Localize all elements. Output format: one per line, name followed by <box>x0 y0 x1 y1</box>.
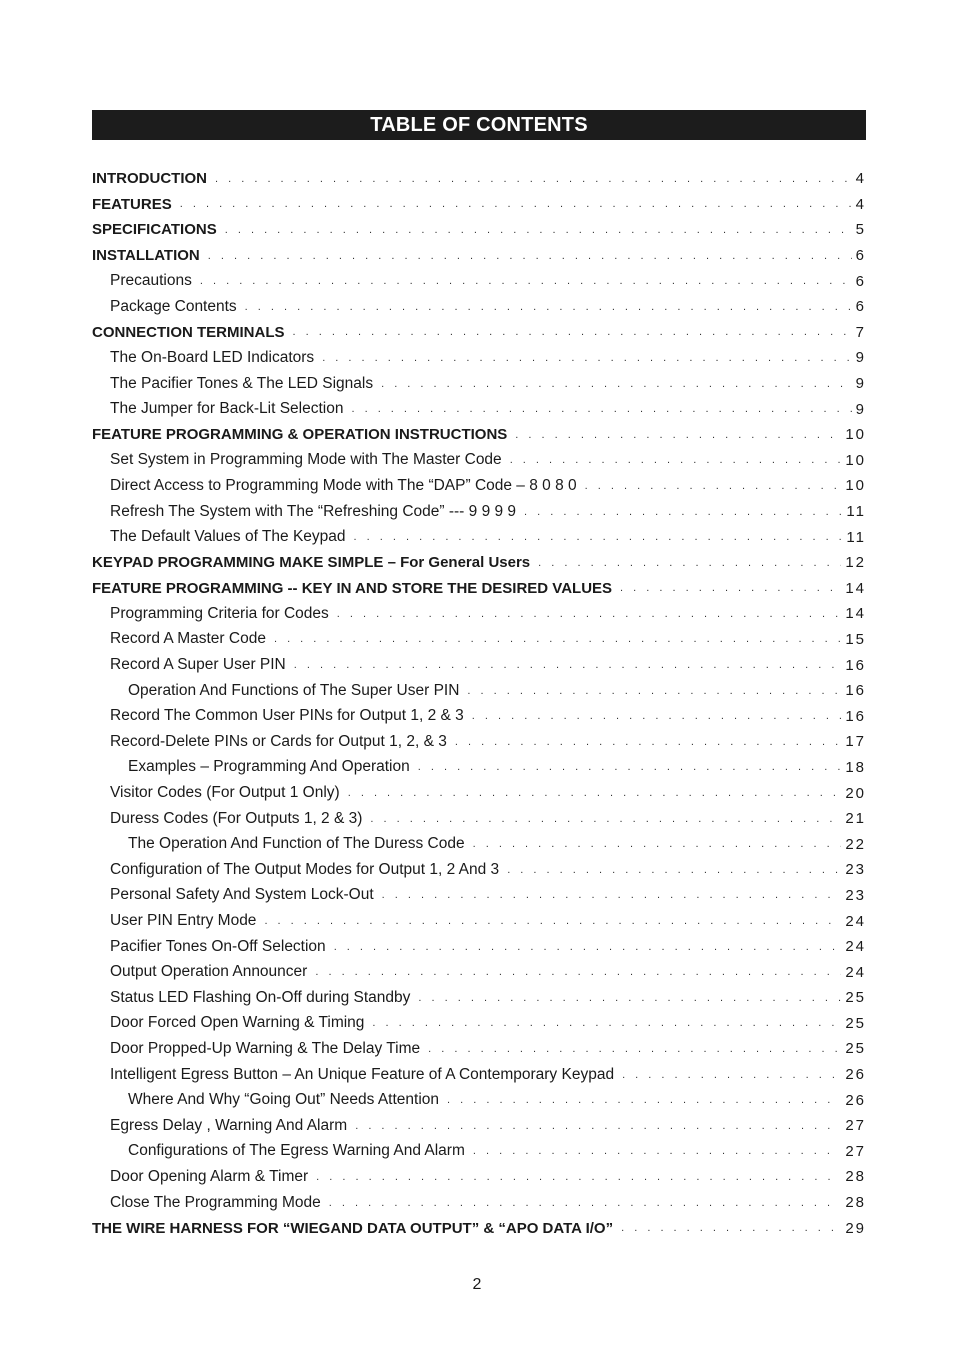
dot-leader <box>315 966 841 978</box>
toc-entry-page: 4 <box>855 170 866 188</box>
dot-leader <box>208 250 852 262</box>
dot-leader <box>473 838 842 850</box>
toc-entry[interactable] <box>92 1113 866 1139</box>
dot-leader <box>382 889 842 901</box>
toc-entry-page: 6 <box>855 247 866 265</box>
toc-entry-page: 14 <box>845 605 866 623</box>
toc-entry-page: 20 <box>845 784 866 802</box>
toc-entry-label: Visitor Codes (For Output 1 Only) <box>110 784 340 802</box>
toc-entry[interactable] <box>92 473 866 499</box>
toc-entry-page: 23 <box>845 886 866 904</box>
toc-entry[interactable] <box>92 422 866 448</box>
toc-entry-page: 25 <box>845 1014 866 1032</box>
toc-entry-label: Egress Delay , Warning And Alarm <box>110 1116 348 1134</box>
toc-entry[interactable] <box>92 703 866 729</box>
toc-entry-label: Configuration of The Output Modes for Output 1, 2 And 3 <box>110 860 500 878</box>
toc-entry-page: 6 <box>855 272 866 290</box>
toc-entry-label: Precautions <box>110 272 192 290</box>
dot-leader <box>351 403 851 415</box>
toc-entry-label: CONNECTION TERMINALS <box>92 323 285 341</box>
dot-leader <box>348 787 842 799</box>
toc-entry-label: Status LED Flashing On-Off during Standby <box>110 988 411 1006</box>
toc-entry[interactable] <box>92 217 866 243</box>
toc-entry-page: 27 <box>845 1117 866 1135</box>
toc-entry-label: Intelligent Egress Button – An Unique Feature of A Contemporary Keypad <box>110 1065 615 1083</box>
dot-leader <box>510 454 842 466</box>
page-number: 2 <box>472 1276 482 1293</box>
toc-entry[interactable] <box>92 908 866 934</box>
toc-entry-label: Where And Why “Going Out” Needs Attention <box>128 1091 440 1109</box>
toc-entry-label: Pacifier Tones On-Off Selection <box>110 937 326 955</box>
toc-entry[interactable] <box>92 1164 866 1190</box>
dot-leader <box>418 761 842 773</box>
toc-entry[interactable] <box>92 550 866 576</box>
toc-entry[interactable] <box>92 524 866 550</box>
toc-entry[interactable] <box>92 166 866 192</box>
toc-entry-page: 18 <box>845 758 866 776</box>
toc-entry-label: Door Propped-Up Warning & The Delay Time <box>110 1039 421 1057</box>
toc-entry[interactable] <box>92 1036 866 1062</box>
toc-entry-page: 6 <box>855 298 866 316</box>
toc-entry-page: 16 <box>845 682 866 700</box>
dot-leader <box>200 275 852 287</box>
dot-leader <box>215 173 852 185</box>
toc-entry[interactable] <box>92 371 866 397</box>
dot-leader <box>274 633 841 645</box>
dot-leader <box>372 1017 841 1029</box>
toc-entry-page: 23 <box>845 861 866 879</box>
toc-entry-page: 21 <box>845 810 866 828</box>
toc-entry-page: 10 <box>845 451 866 469</box>
toc-entry-page: 24 <box>845 963 866 981</box>
toc-entry-label: The Operation And Function of The Duress Code <box>128 835 465 853</box>
toc-entry-page: 11 <box>846 528 866 546</box>
toc-entry-label: Output Operation Announcer <box>110 963 308 981</box>
dot-leader <box>538 557 841 569</box>
dot-leader <box>337 608 842 620</box>
toc-entry-label: Package Contents <box>110 297 237 315</box>
toc-entry-page: 10 <box>845 426 866 444</box>
toc-entry[interactable] <box>92 576 866 602</box>
toc-entry-page: 9 <box>855 349 866 367</box>
toc-entry-page: 29 <box>845 1219 866 1237</box>
dot-leader <box>622 1069 841 1081</box>
toc-entry[interactable] <box>92 345 866 371</box>
dot-leader <box>334 941 842 953</box>
toc-entry[interactable] <box>92 601 866 627</box>
dot-leader <box>370 813 841 825</box>
toc-entry-page: 5 <box>855 221 866 239</box>
dot-leader <box>524 506 842 518</box>
toc-entry-label: Refresh The System with The “Refreshing Code” --- 9 9 9 9 <box>110 502 517 520</box>
toc-entry[interactable] <box>92 1190 866 1216</box>
toc-entry-page: 16 <box>845 707 866 725</box>
toc-entry-page: 9 <box>855 375 866 393</box>
toc-entry[interactable] <box>92 1062 866 1088</box>
toc-entry[interactable] <box>92 396 866 422</box>
dot-leader <box>620 582 841 594</box>
toc-entry[interactable] <box>92 192 866 218</box>
toc-entry-label: Direct Access to Programming Mode with The “DAP” Code – 8 0 8 0 <box>110 476 577 494</box>
toc-entry-page: 9 <box>855 400 866 418</box>
toc-entry-page: 24 <box>845 912 866 930</box>
dot-leader <box>447 1094 841 1106</box>
toc-entry-label: The Default Values of The Keypad <box>110 528 346 546</box>
toc-entry[interactable] <box>92 243 866 269</box>
dot-leader <box>354 531 843 543</box>
dot-leader <box>225 224 852 236</box>
toc-entry-page: 25 <box>845 1040 866 1058</box>
toc-entry[interactable] <box>92 1087 866 1113</box>
toc-entry-label: Door Opening Alarm & Timer <box>110 1167 309 1185</box>
toc-entry-label: Personal Safety And System Lock-Out <box>110 886 374 904</box>
toc-entry-label: The On-Board LED Indicators <box>110 348 315 366</box>
toc-entry-label: Operation And Functions of The Super User PIN <box>128 681 460 699</box>
toc-entry-label: Set System in Programming Mode with The Master Code <box>110 451 502 469</box>
toc-entry[interactable] <box>92 857 866 883</box>
toc-entry[interactable] <box>92 499 866 525</box>
toc-entry[interactable] <box>92 985 866 1011</box>
dot-leader <box>428 1043 841 1055</box>
dot-leader <box>316 1171 841 1183</box>
toc-entry[interactable] <box>92 934 866 960</box>
toc-entry-page: 14 <box>845 579 866 597</box>
toc-entry-label: The Pacifier Tones & The LED Signals <box>110 374 374 392</box>
toc-entry-label: SPECIFICATIONS <box>92 221 217 239</box>
toc-entry-page: 28 <box>845 1194 866 1212</box>
toc-entry-page: 26 <box>845 1091 866 1109</box>
toc-entry[interactable] <box>92 652 866 678</box>
toc-entry[interactable] <box>92 1215 866 1241</box>
dot-leader <box>355 1120 841 1132</box>
toc-entry-label: User PIN Entry Mode <box>110 912 257 930</box>
dot-leader <box>507 864 841 876</box>
toc-entry[interactable] <box>92 294 866 320</box>
dot-leader <box>294 659 842 671</box>
toc-entry[interactable] <box>92 678 866 704</box>
toc-entry-label: Duress Codes (For Outputs 1, 2 & 3) <box>110 809 363 827</box>
dot-leader <box>473 1145 841 1157</box>
toc-entry-page: 10 <box>845 477 866 495</box>
toc-entry-label: FEATURE PROGRAMMING & OPERATION INSTRUCTIONS <box>92 426 508 444</box>
toc-entry-label: INSTALLATION <box>92 247 200 265</box>
toc-entry-label: FEATURES <box>92 195 172 213</box>
toc-list <box>92 166 866 1241</box>
toc-entry[interactable] <box>92 729 866 755</box>
toc-entry-label: Door Forced Open Warning & Timing <box>110 1014 365 1032</box>
toc-entry[interactable] <box>92 831 866 857</box>
dot-leader <box>264 915 841 927</box>
dot-leader <box>585 480 842 492</box>
toc-entry-page: 11 <box>846 503 866 521</box>
toc-entry-page: 16 <box>845 656 866 674</box>
toc-entry-page: 26 <box>845 1066 866 1084</box>
dot-leader <box>418 992 841 1004</box>
dot-leader <box>467 685 841 697</box>
dot-leader <box>472 710 842 722</box>
toc-entry-label: Record A Master Code <box>110 630 266 648</box>
toc-entry[interactable] <box>92 883 866 909</box>
toc-entry-label: Record A Super User PIN <box>110 656 286 674</box>
dot-leader <box>245 301 852 313</box>
toc-entry-label: THE WIRE HARNESS FOR “WIEGAND DATA OUTPUT” & “APO DATA I/O” <box>92 1219 614 1237</box>
toc-entry-label: Configurations of The Egress Warning And Alarm <box>128 1142 465 1160</box>
toc-entry-page: 12 <box>845 554 866 572</box>
toc-entry-page: 15 <box>845 630 866 648</box>
dot-leader <box>381 378 852 390</box>
toc-entry-label: KEYPAD PROGRAMMING MAKE SIMPLE – For General Users <box>92 554 531 572</box>
dot-leader <box>322 352 851 364</box>
toc-entry-page: 27 <box>845 1142 866 1160</box>
toc-entry-page: 17 <box>845 733 866 751</box>
toc-entry[interactable] <box>92 755 866 781</box>
dot-leader <box>621 1222 841 1234</box>
toc-entry[interactable] <box>92 1139 866 1165</box>
toc-entry-label: Record The Common User PINs for Output 1, 2 & 3 <box>110 707 464 725</box>
toc-entry-page: 24 <box>845 938 866 956</box>
toc-entry-page: 22 <box>845 835 866 853</box>
toc-entry-label: Programming Criteria for Codes <box>110 604 329 622</box>
toc-title: TABLE OF CONTENTS <box>370 113 588 136</box>
toc-entry[interactable] <box>92 268 866 294</box>
toc-entry[interactable] <box>92 1011 866 1037</box>
toc-entry-page: 25 <box>845 989 866 1007</box>
toc-entry[interactable] <box>92 627 866 653</box>
toc-entry-label: FEATURE PROGRAMMING -- KEY IN AND STORE THE DESIRED VALUES <box>92 579 613 597</box>
toc-entry-label: INTRODUCTION <box>92 170 207 188</box>
toc-entry[interactable] <box>92 780 866 806</box>
toc-entry-label: Close The Programming Mode <box>110 1193 321 1211</box>
toc-entry[interactable] <box>92 959 866 985</box>
toc-entry-page: 7 <box>855 323 866 341</box>
toc-entry-page: 28 <box>845 1168 866 1186</box>
toc-entry-label: Record-Delete PINs or Cards for Output 1, 2, & 3 <box>110 732 447 750</box>
toc-entry-label: Examples – Programming And Operation <box>128 758 410 776</box>
toc-entry[interactable] <box>92 320 866 346</box>
dot-leader <box>455 736 841 748</box>
toc-entry[interactable] <box>92 448 866 474</box>
dot-leader <box>180 198 852 210</box>
toc-entry[interactable] <box>92 806 866 832</box>
toc-entry-page: 4 <box>855 195 866 213</box>
dot-leader <box>293 326 852 338</box>
dot-leader <box>515 429 841 441</box>
toc-entry-label: The Jumper for Back-Lit Selection <box>110 400 344 418</box>
toc-title-bar <box>92 110 866 140</box>
dot-leader <box>329 1197 842 1209</box>
